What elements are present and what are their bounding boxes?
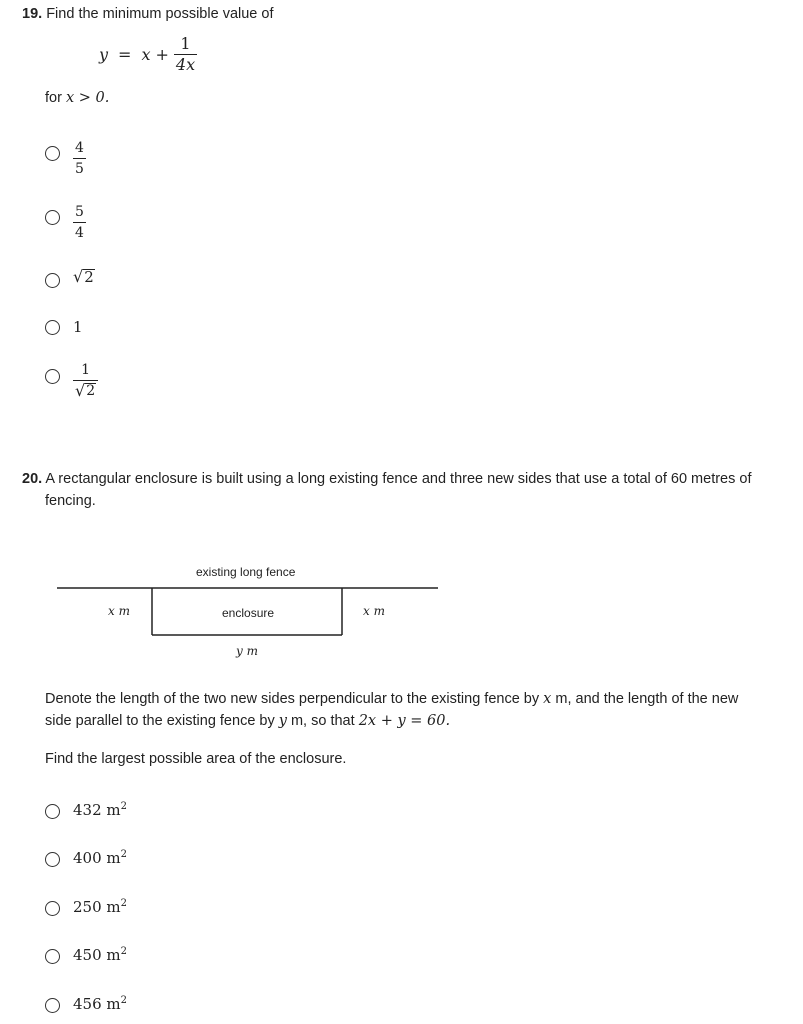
option-denominator: 4 bbox=[75, 225, 84, 241]
option-exponent: 2 bbox=[120, 995, 127, 1006]
option-fraction bbox=[73, 204, 86, 241]
option-fraction bbox=[73, 140, 86, 177]
eq-equals: = bbox=[118, 45, 132, 64]
q20-prompt-line2: fencing. bbox=[45, 493, 96, 509]
option-value bbox=[73, 801, 127, 819]
option-exponent: 2 bbox=[120, 898, 127, 909]
denote-x: x bbox=[543, 691, 552, 707]
radio-button[interactable] bbox=[45, 852, 60, 867]
eq-x: x bbox=[141, 45, 151, 64]
denote-text: m, so that bbox=[286, 713, 359, 729]
eq-fraction bbox=[174, 36, 197, 73]
option-exponent: 2 bbox=[120, 946, 127, 957]
q20-header bbox=[22, 468, 782, 490]
option-value bbox=[73, 946, 127, 964]
bottom-y-label: y m bbox=[236, 644, 258, 658]
sqrt-radicand: 2 bbox=[86, 383, 96, 399]
option-value bbox=[73, 849, 127, 867]
radio-button[interactable] bbox=[45, 949, 60, 964]
option-text: 1 bbox=[73, 318, 83, 336]
option-exponent: 2 bbox=[120, 801, 127, 812]
sqrt-sign: √ bbox=[73, 267, 84, 286]
right-x-label: x m bbox=[363, 604, 385, 618]
option-value bbox=[73, 898, 127, 916]
eq-denominator: 4x bbox=[175, 55, 196, 74]
radio-button[interactable] bbox=[45, 369, 60, 384]
q20-number: 20. bbox=[22, 471, 43, 487]
condition-math: x > 0. bbox=[65, 90, 110, 106]
option-number: 400 m bbox=[73, 849, 121, 867]
denote-text: side parallel to the existing fence by bbox=[45, 713, 279, 729]
radio-button[interactable] bbox=[45, 273, 60, 288]
option-number: 450 m bbox=[73, 946, 121, 964]
sqrt-radicand: 2 bbox=[84, 268, 94, 286]
condition-prefix: for bbox=[45, 90, 66, 106]
option-fraction bbox=[73, 362, 98, 399]
denote-text: m, and the length of the new bbox=[551, 691, 739, 707]
left-x-label: x m bbox=[108, 604, 130, 618]
option-numerator: 1 bbox=[81, 362, 91, 378]
option-sqrt bbox=[73, 269, 95, 285]
option-number: 432 m bbox=[73, 801, 121, 819]
radio-button[interactable] bbox=[45, 320, 60, 335]
q20-find: Find the largest possible area of the enclosure. bbox=[45, 751, 347, 767]
option-number: 456 m bbox=[73, 995, 121, 1013]
radio-button[interactable] bbox=[45, 210, 60, 225]
q19-equation bbox=[99, 36, 197, 73]
option-numerator: 4 bbox=[75, 140, 84, 156]
denote-y: y bbox=[278, 713, 287, 729]
eq-plus: + bbox=[155, 45, 169, 64]
q20-denote-line1 bbox=[45, 688, 785, 710]
radio-button[interactable] bbox=[45, 901, 60, 916]
option-numerator: 5 bbox=[75, 204, 84, 220]
q19-header bbox=[22, 3, 273, 25]
option-exponent: 2 bbox=[120, 849, 127, 860]
denote-text: Denote the length of the two new sides perpendicular to the existing fence by bbox=[45, 691, 544, 707]
existing-fence-label: existing long fence bbox=[196, 565, 296, 579]
option-denominator: 5 bbox=[75, 161, 84, 177]
q20-denote-line2 bbox=[45, 710, 450, 732]
option-denominator bbox=[73, 381, 98, 399]
q19-number: 19. bbox=[22, 6, 43, 22]
eq-lhs: y bbox=[99, 45, 109, 64]
q19-prompt: Find the minimum possible value of bbox=[46, 6, 274, 22]
radio-button[interactable] bbox=[45, 804, 60, 819]
radio-button[interactable] bbox=[45, 146, 60, 161]
option-value bbox=[73, 995, 127, 1013]
radio-button[interactable] bbox=[45, 998, 60, 1013]
option-number: 250 m bbox=[73, 898, 121, 916]
q19-condition bbox=[45, 90, 109, 106]
eq-numerator: 1 bbox=[180, 34, 191, 53]
sqrt-sign: √ bbox=[75, 381, 86, 400]
enclosure-label: enclosure bbox=[222, 606, 275, 620]
q20-prompt-line1: A rectangular enclosure is built using a long existing fence and three new sides that use a total of 60 metres of bbox=[45, 471, 752, 487]
denote-equation: 2x + y = 60. bbox=[358, 713, 451, 729]
